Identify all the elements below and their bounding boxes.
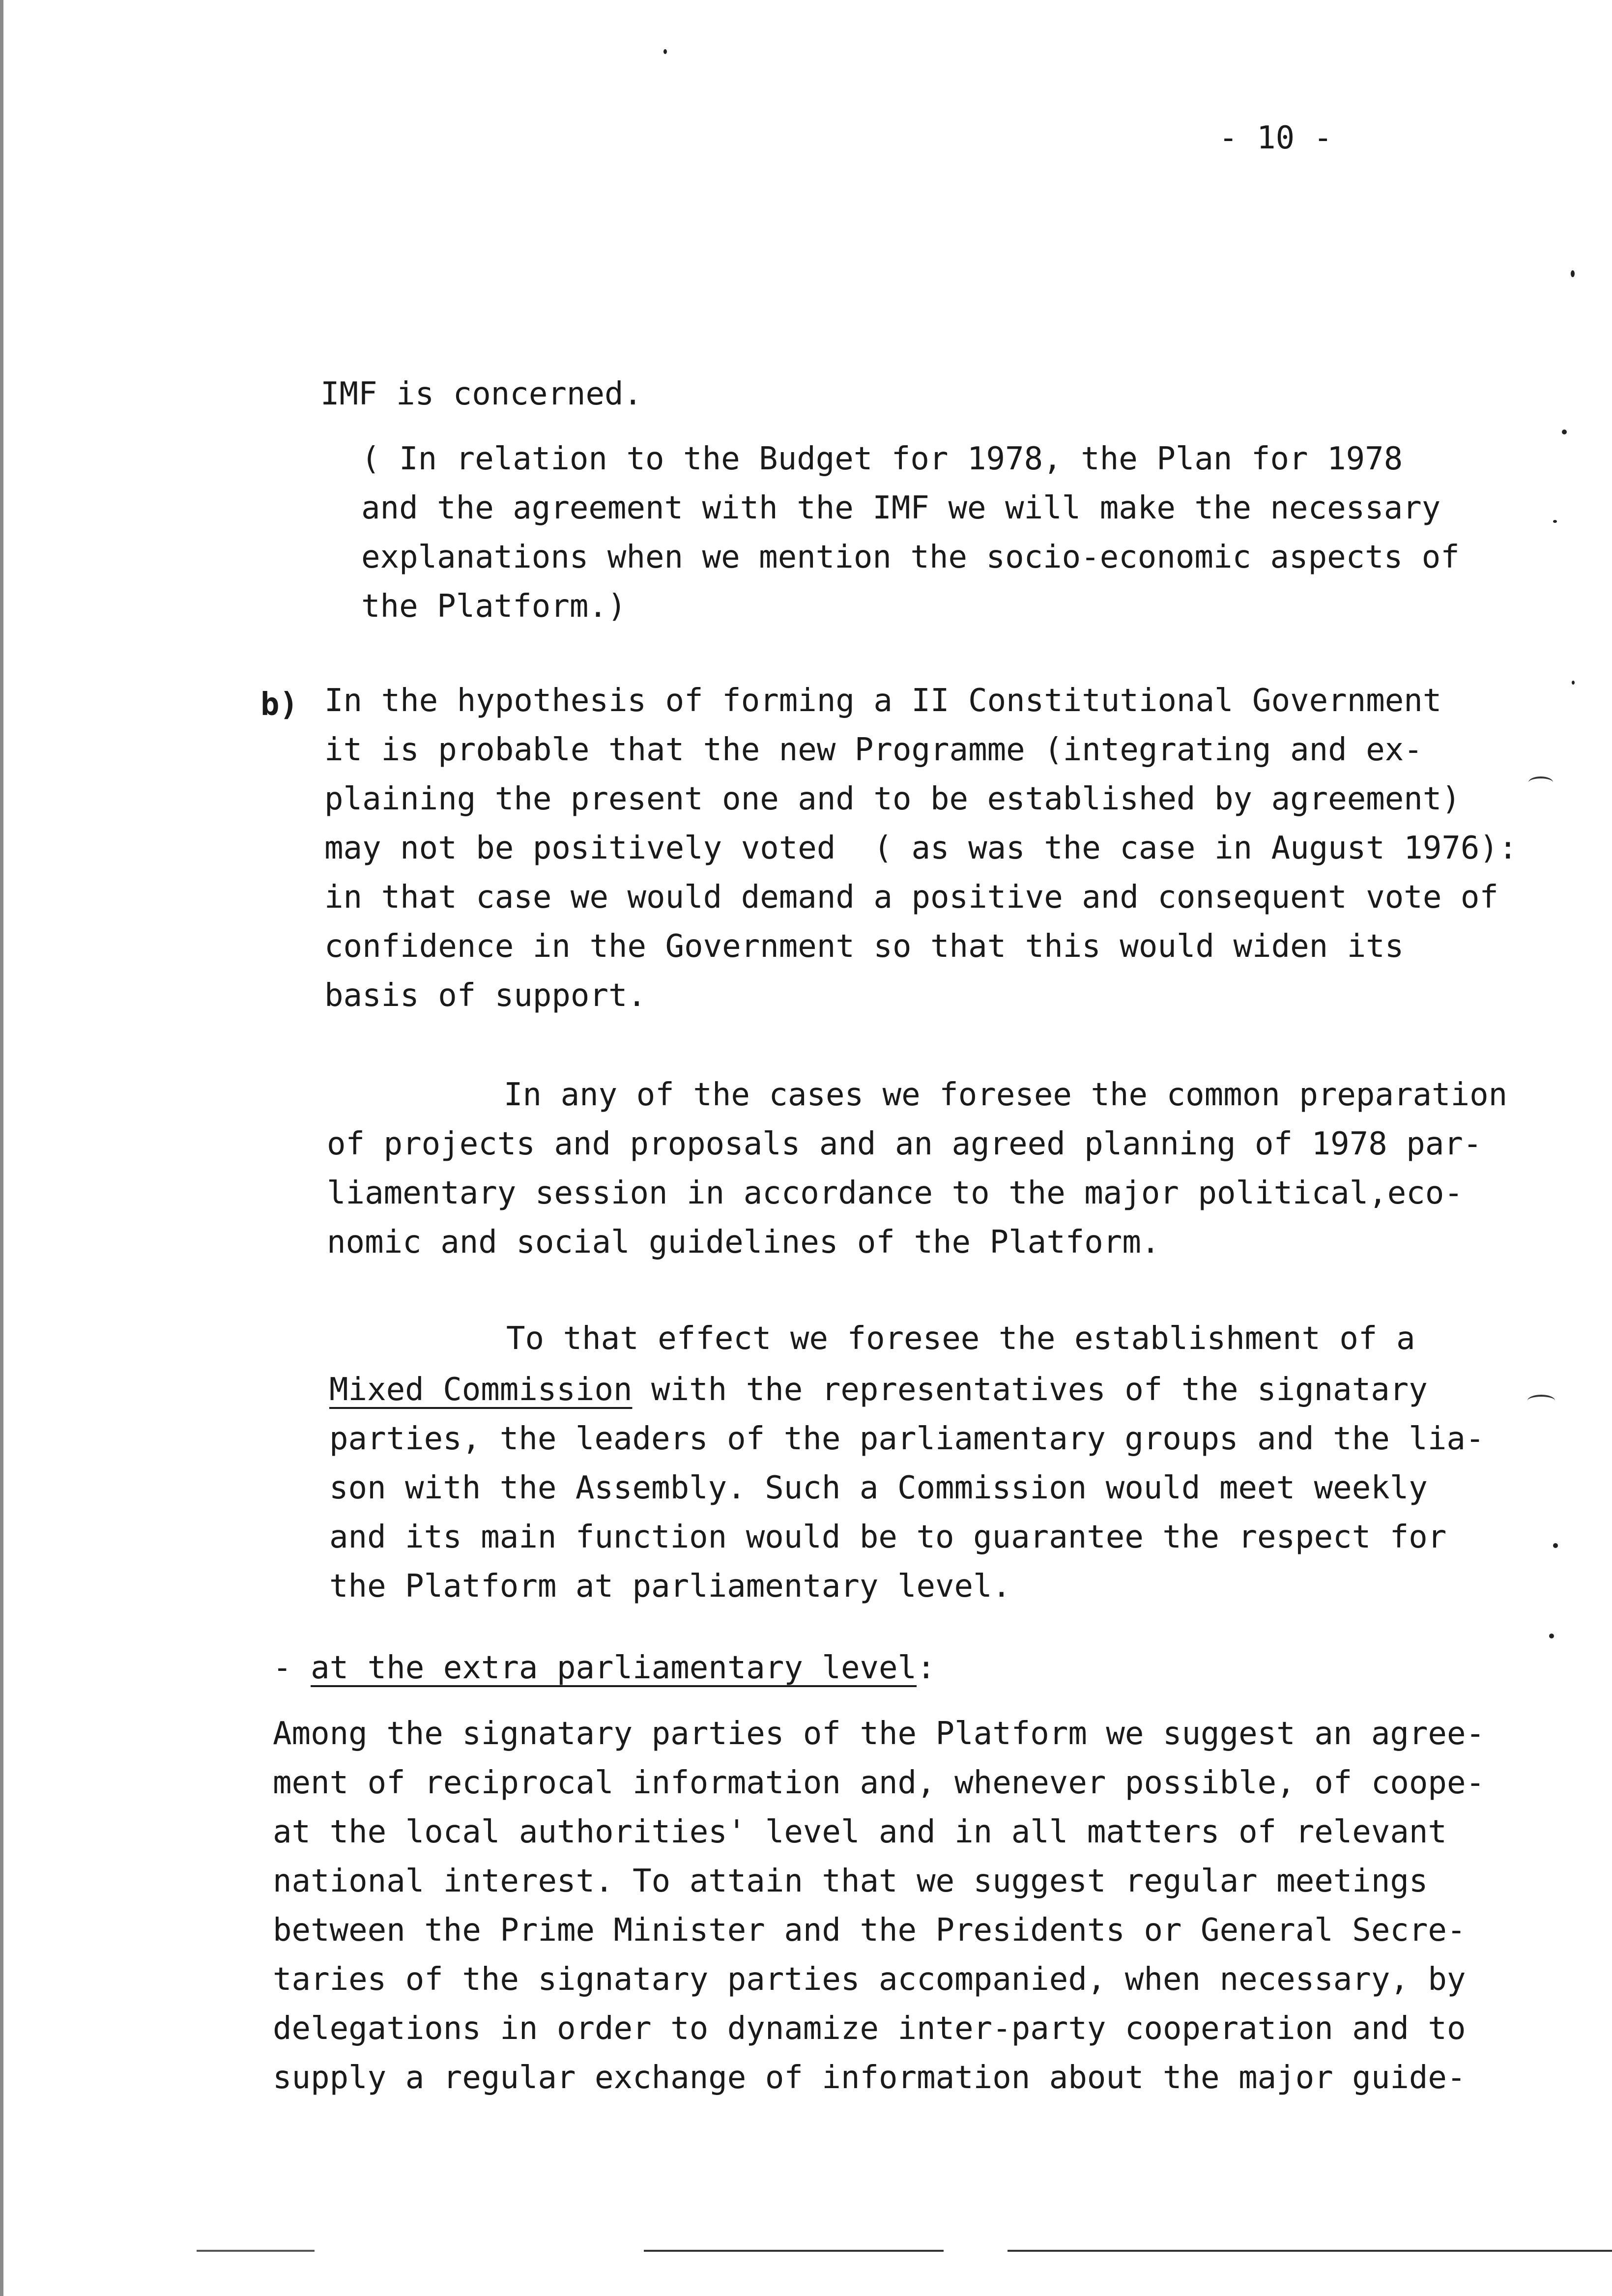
scan-edge: [0, 0, 3, 2296]
parenthetical-line-1: ( In relation to the Budget for 1978, the Plan for 1978: [361, 441, 1403, 477]
extra-line-7: delegations in order to dynamize inter-party cooperation and to: [273, 2010, 1466, 2047]
item-b-line-4: may not be positively voted ( as was the case in August 1976):: [324, 830, 1518, 866]
margin-dot: [1553, 520, 1557, 523]
margin-dot: [1562, 430, 1567, 434]
commission-line-5: and its main function would be to guarantee the respect for: [329, 1519, 1447, 1555]
margin-dot: [1549, 1634, 1554, 1638]
item-b-marker: b): [260, 687, 299, 723]
extra-line-5: between the Prime Minister and the Presidents or General Secre-: [273, 1912, 1466, 1949]
imf-line: IMF is concerned.: [320, 376, 643, 412]
bottom-rule: [197, 2250, 315, 2252]
page-number: - 10 -: [1219, 120, 1333, 156]
parenthetical-line-4: the Platform.): [361, 588, 627, 625]
commission-line-3: parties, the leaders of the parliamentary groups and the lia-: [329, 1421, 1485, 1457]
cases-line-3: liamentary session in accordance to the major political,eco-: [327, 1175, 1463, 1211]
cases-line-1: In any of the cases we foresee the common preparation: [504, 1077, 1508, 1113]
heading-colon: :: [917, 1650, 936, 1686]
item-b-line-7: basis of support.: [324, 977, 647, 1014]
margin-dot: [1572, 681, 1575, 685]
scan-speck: [1571, 270, 1575, 277]
item-b-line-5: in that case we would demand a positive and consequent vote of: [324, 879, 1498, 916]
extra-line-8: supply a regular exchange of information about the major guide-: [273, 2060, 1466, 2096]
cases-line-4: nomic and social guidelines of the Platform.: [327, 1224, 1160, 1261]
margin-dot: [1553, 1543, 1558, 1548]
extra-parliamentary-heading: [273, 1652, 936, 1684]
heading-underlined-text: at the extra parliamentary level: [311, 1650, 917, 1686]
scan-speck: [663, 49, 667, 54]
commission-line-2: [329, 1374, 1428, 1406]
extra-line-3: at the local authorities' level and in all matters of relevant: [273, 1814, 1447, 1850]
item-b-line-6: confidence in the Government so that this would widen its: [324, 928, 1404, 965]
item-b-line-2: it is probable that the new Programme (integrating and ex-: [324, 732, 1423, 768]
extra-line-4: national interest. To attain that we suggest regular meetings: [273, 1863, 1428, 1899]
cases-line-2: of projects and proposals and an agreed planning of 1978 par-: [327, 1126, 1482, 1162]
commission-line-1: To that effect we foresee the establishment of a: [506, 1320, 1415, 1357]
extra-line-6: taries of the signatary parties accompanied, when necessary, by: [273, 1961, 1466, 1998]
extra-line-2: ment of reciprocal information and, whenever possible, of coope-: [273, 1765, 1485, 1801]
mixed-commission-term: Mixed Commission: [329, 1372, 633, 1408]
item-b-line-1: In the hypothesis of forming a II Constitutional Government: [324, 683, 1442, 719]
bottom-rule: [1008, 2250, 1612, 2252]
parenthetical-line-3: explanations when we mention the socio-economic aspects of: [361, 539, 1460, 575]
commission-line-4: son with the Assembly. Such a Commission would meet weekly: [329, 1470, 1428, 1506]
parenthetical-line-2: and the agreement with the IMF we will make the necessary: [361, 490, 1441, 526]
heading-dash: -: [273, 1650, 311, 1686]
margin-tick: [1527, 1395, 1555, 1406]
bottom-rule: [644, 2250, 944, 2252]
commission-line-6: the Platform at parliamentary level.: [329, 1568, 1011, 1605]
commission-line-2-rest: with the representatives of the signatary: [632, 1372, 1428, 1408]
item-b-line-3: plaining the present one and to be established by agreement): [324, 781, 1461, 817]
extra-line-1: Among the signatary parties of the Platform we suggest an agree-: [273, 1716, 1485, 1752]
margin-tick: [1528, 776, 1553, 788]
